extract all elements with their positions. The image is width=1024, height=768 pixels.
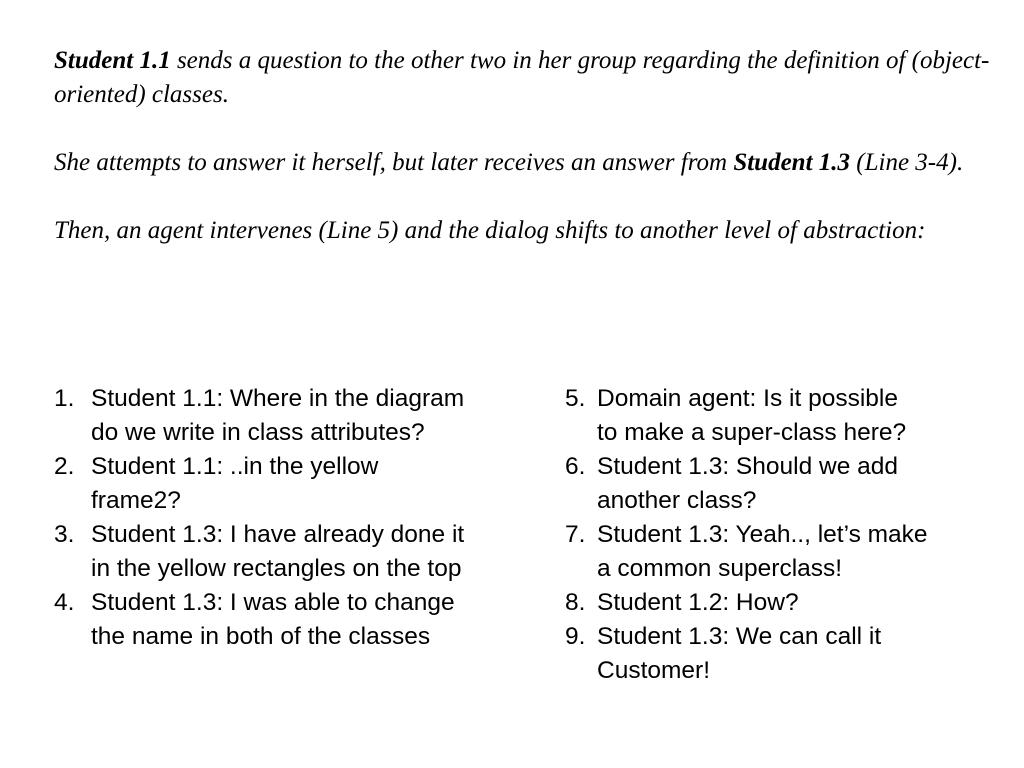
dialog-line-text: Student 1.3: I have already done it (91, 521, 465, 548)
dialog-line-row (54, 382, 544, 416)
dialog-line-number: 1. (54, 385, 89, 412)
dialog-line-row (54, 620, 544, 654)
dialog-line (54, 518, 544, 586)
dialog-line-row (54, 484, 544, 518)
dialog-line-number: 5. (565, 385, 593, 412)
dialog-line-number (54, 620, 91, 654)
dialog-line-text: Domain agent: Is it possible (597, 385, 898, 412)
intro-paragraph-3-text: Then, an agent intervenes (Line 5) and the dialog shifts to another level of abstraction: (54, 217, 926, 244)
dialog-line-number (54, 552, 91, 586)
dialog-line-number: 2. (54, 453, 82, 480)
dialog-line-number: 8. (565, 589, 593, 616)
intro-paragraph-2 (54, 146, 994, 180)
dialog-line-text: do we write in class attributes? (91, 419, 425, 446)
dialog-line-row (565, 382, 1010, 416)
dialog-line-text: Student 1.1: Where in the diagram (91, 385, 465, 412)
dialog-line (565, 382, 1010, 450)
dialog-line-number: 6. (565, 453, 593, 480)
dialog-line-text: a common superclass! (597, 555, 843, 582)
dialog-line-row (565, 586, 1010, 620)
dialog-line-row (54, 552, 544, 586)
dialog-line-text: Student 1.3: Yeah.., let’s make (597, 521, 928, 548)
dialog-line (54, 382, 544, 450)
dialog-line-text: Student 1.2: How? (597, 589, 799, 616)
dialog-line-number (565, 416, 597, 450)
dialog-line-row (54, 450, 544, 484)
dialog-line-row (565, 416, 1010, 450)
dialog-line-text: Student 1.3: Should we add (597, 453, 899, 480)
dialog-line-number: 7. (565, 521, 593, 548)
dialog-line-number: 4. (54, 589, 82, 616)
dialog-line-number (565, 484, 597, 518)
dialog-line-text: Customer! (597, 657, 711, 684)
dialog-column-right (565, 382, 1010, 688)
dialog-line (565, 620, 1010, 688)
dialog-line-number (54, 416, 91, 450)
dialog-line-row (54, 416, 544, 450)
dialog-line (54, 586, 544, 654)
dialog-line-number (565, 654, 597, 688)
intro-paragraph-2-text-after: (Line 3-4). (850, 149, 964, 176)
dialog-line-row (565, 450, 1010, 484)
dialog-line (54, 450, 544, 518)
intro-paragraph-3 (54, 214, 994, 248)
dialog-line-text: Student 1.1: ..in the yellow (91, 453, 379, 480)
dialog-line-row (565, 518, 1010, 552)
dialog-line-row (565, 620, 1010, 654)
intro-paragraph-1-text: sends a question to the other two in her group regarding the definition of (object-oriented) classes. (54, 47, 990, 108)
dialog-line-row (565, 552, 1010, 586)
intro-text (54, 44, 994, 282)
dialog-line (565, 586, 1010, 620)
dialog-line (565, 518, 1010, 586)
dialog-line-row (54, 518, 544, 552)
dialog-line-text: in the yellow rectangles on the top (91, 555, 462, 582)
dialog-line-text: frame2? (91, 487, 181, 514)
dialog-line-text: Student 1.3: I was able to change (91, 589, 455, 616)
dialog-line-row (565, 654, 1010, 688)
dialog-line-number (54, 484, 91, 518)
intro-paragraph-2-text: She attempts to answer it herself, but later receives an answer from (54, 149, 734, 176)
dialog-line-text: another class? (597, 487, 757, 514)
dialog-line-text: the name in both of the classes (91, 623, 431, 650)
dialog-line-text: to make a super-class here? (597, 419, 907, 446)
speaker-student-1-3: Student 1.3 (733, 149, 851, 176)
speaker-student-1-1: Student 1.1 (54, 47, 171, 74)
intro-paragraph-1 (54, 44, 994, 112)
dialog-line-number (565, 552, 597, 586)
dialog-line-number: 9. (565, 623, 593, 650)
dialog-line-row (565, 484, 1010, 518)
dialog-line-row (54, 586, 544, 620)
dialog-line-text: Student 1.3: We can call it (597, 623, 882, 650)
dialog-column-left (54, 382, 544, 654)
dialog-line-number: 3. (54, 521, 82, 548)
dialog-line (565, 450, 1010, 518)
